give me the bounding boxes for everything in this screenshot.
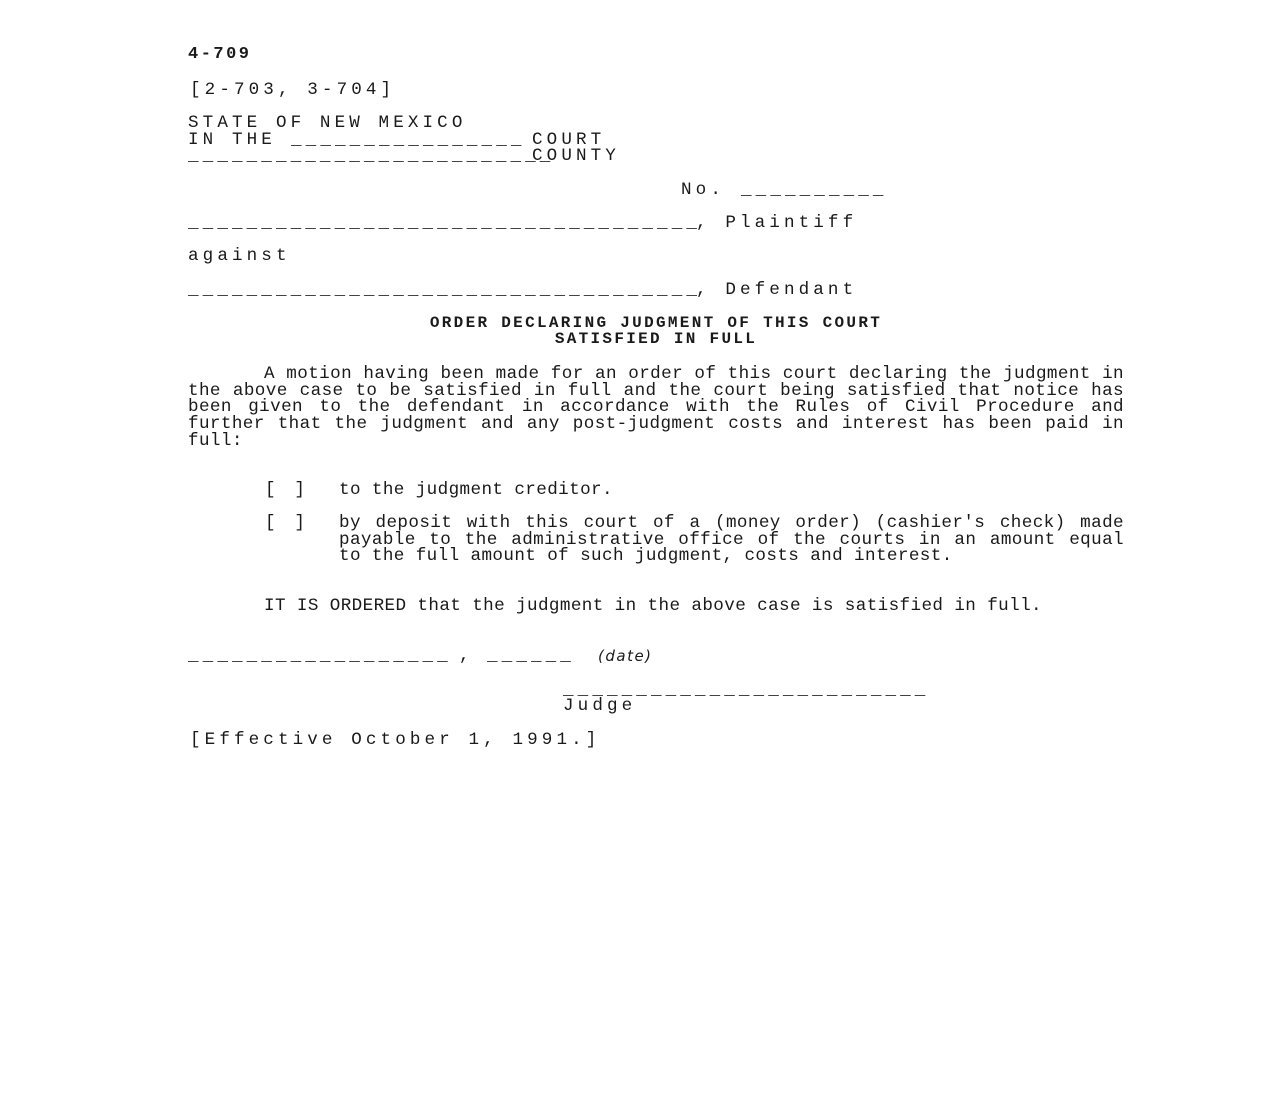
cross-reference: [2-703, 3-704]: [190, 80, 396, 100]
plaintiff-label: , Plaintiff: [696, 213, 858, 233]
date-separator: ,: [459, 646, 474, 666]
defendant-label: , Defendant: [696, 280, 858, 300]
date-year-field[interactable]: ______: [487, 646, 575, 666]
county-suffix: COUNTY: [532, 146, 620, 166]
case-number-field[interactable]: __________: [741, 180, 888, 200]
case-number-label: No.: [681, 180, 725, 200]
order-paragraph-text: IT IS ORDERED that the judgment in the above case is satisfied in full.: [264, 596, 1043, 616]
defendant-field[interactable]: ___________________________________: [188, 280, 702, 300]
intro-paragraph: [188, 366, 1124, 450]
court-prefix: IN THE: [188, 130, 276, 150]
option-checkbox[interactable]: [ ]: [265, 480, 309, 500]
order-title-line-2: SATISFIED IN FULL: [554, 330, 758, 348]
plaintiff-field[interactable]: ___________________________________: [188, 213, 702, 233]
order-title-line-1: ORDER DECLARING JUDGMENT OF THIS COURT: [429, 314, 883, 332]
court-suffix: COURT: [532, 130, 606, 150]
effective-date-note: [Effective October 1, 1991.]: [190, 730, 601, 750]
intro-paragraph-text: A motion having been made for an order of this court declaring the judgment in the above case to be satisfied in full and the court being satisfied that notice has been given to the defendant in accordance with the Rules of Civil Procedure and further that the judgment and any post-judgment costs and interest has been paid in full:: [188, 364, 1124, 451]
option-checkbox[interactable]: [ ]: [265, 513, 309, 533]
order-paragraph: [188, 598, 1124, 615]
judge-signature-field[interactable]: _________________________: [563, 680, 930, 700]
county-name-field[interactable]: _________________________: [188, 146, 555, 166]
date-month-day-field[interactable]: __________________: [188, 646, 452, 666]
versus-label: against: [188, 246, 291, 266]
option-text: by deposit with this court of a (money order) (cashier's check) made payable to the administrative office of the courts in an amount equal to the full amount of such judgment, costs and interest.: [339, 513, 1124, 567]
option-text: to the judgment creditor.: [339, 480, 613, 500]
state-line: STATE OF NEW MEXICO: [188, 113, 467, 133]
court-name-field[interactable]: ________________: [291, 130, 526, 150]
rule-number: 4-709: [188, 45, 252, 64]
date-label: (date): [598, 647, 653, 665]
judge-label: Judge: [563, 696, 637, 716]
